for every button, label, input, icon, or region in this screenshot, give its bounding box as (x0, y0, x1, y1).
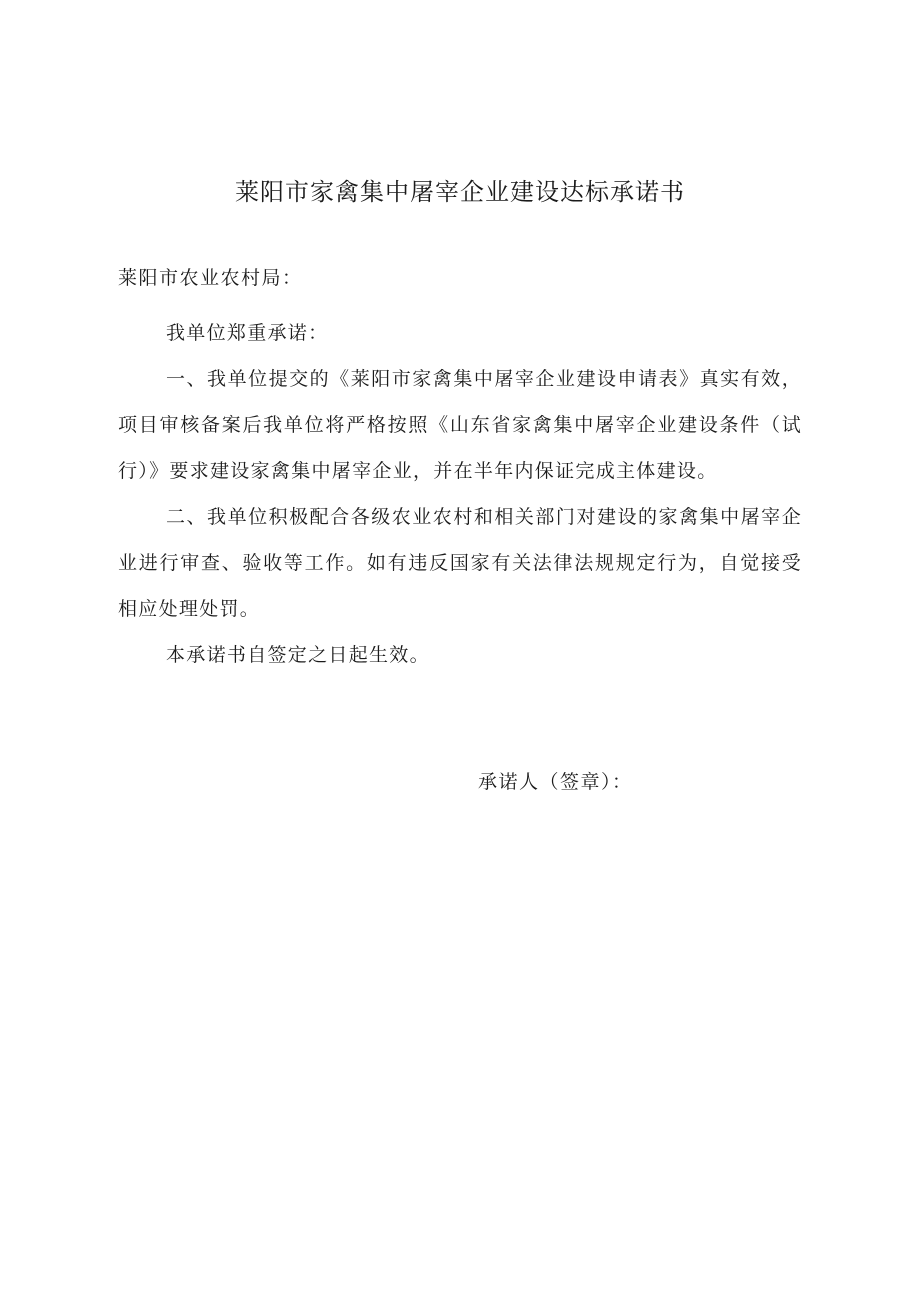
paragraph-commitment-intro: 我单位郑重承诺： (166, 322, 329, 344)
signature-line: 承诺人（签章）： (478, 771, 633, 793)
document-title: 莱阳市家禽集中屠宰企业建设达标承诺书 (235, 178, 685, 206)
paragraph-commitment-one: 一、我单位提交的《莱阳市家禽集中屠宰企业建设申请表》真实有效，项目审核备案后我单位将严格按照《山东省家禽集中屠宰企业建设条件（试行）》要求建设家禽集中屠宰企业，并在半年内保证完成主体建设。 (118, 368, 802, 482)
paragraph-effective-date: 本承诺书自签定之日起生效。 (166, 644, 430, 666)
salutation: 莱阳市农业农村局： (118, 267, 303, 289)
document-body (118, 310, 802, 678)
paragraph-commitment-two: 二、我单位积极配合各级农业农村和相关部门对建设的家禽集中屠宰企业进行审查、验收等工作。如有违反国家有关法律法规规定行为，自觉接受相应处理处罚。 (118, 506, 802, 620)
